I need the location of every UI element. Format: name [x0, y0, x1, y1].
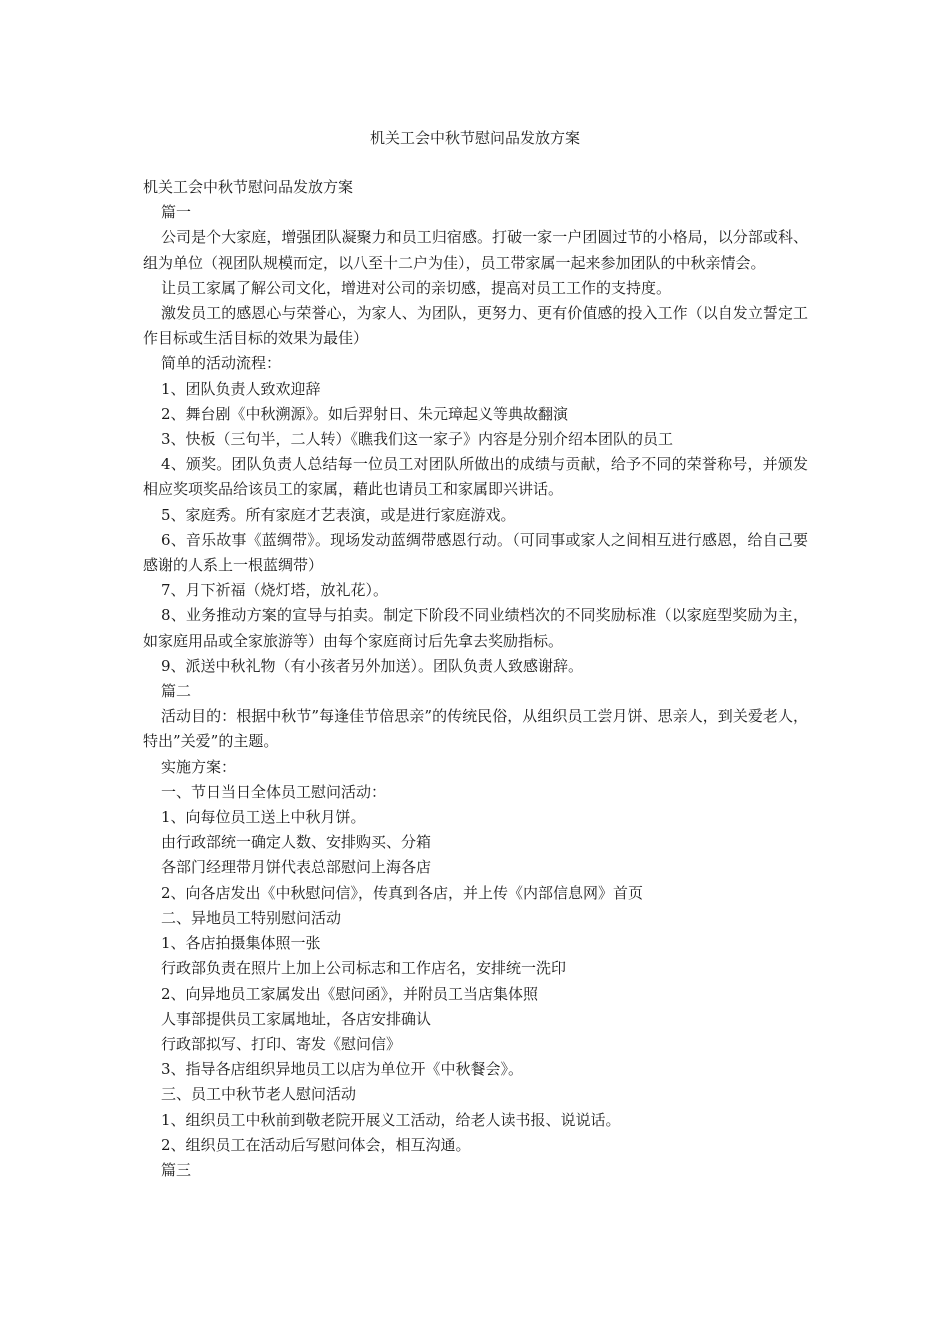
list-item: 8、业务推动方案的宣导与拍卖。制定下阶段不同业绩档次的不同奖励标准（以家庭型奖励为主，如家庭用品或全家旅游等）由每个家庭商讨后先拿去奖励指标。 [143, 606, 808, 650]
list-item: 1、组织员工中秋前到敬老院开展义工活动，给老人读书报、说说话。 [161, 1110, 621, 1129]
list-item: 1、向每位员工送上中秋月饼。 [161, 808, 366, 827]
paragraph: 激发员工的感恩心与荣誉心，为家人、为团队，更努力、更有价值感的投入工作（以自发立誓定工作目标或生活目标的效果为最佳） [143, 304, 808, 348]
paragraph: 公司是个大家庭，增强团队凝聚力和员工归宿感。打破一家一户团圆过节的小格局，以分部或科、组为单位（视团队规模而定，以八至十二户为佳），员工带家属一起来参加团队的中秋亲情会。 [143, 228, 808, 272]
paragraph: 行政部负责在照片上加上公司标志和工作店名，安排统一洗印 [161, 959, 567, 978]
paragraph: 实施方案： [161, 757, 237, 776]
paragraph: 活动目的：根据中秋节”每逢佳节倍思亲”的传统民俗，从组织员工尝月饼、思亲人，到关爱老人，特出”关爱”的主题。 [143, 707, 808, 751]
paragraph: 各部门经理带月饼代表总部慰问上海各店 [161, 858, 432, 877]
list-item: 2、组织员工在活动后写慰问体会，相互沟通。 [161, 1135, 471, 1154]
page-title: 机关工会中秋节慰问品发放方案 [369, 129, 580, 147]
subheading: 一、节日当日全体员工慰问活动： [161, 782, 387, 801]
paragraph-subtitle: 机关工会中秋节慰问品发放方案 [143, 178, 354, 196]
paragraph: 人事部提供员工家属地址，各店安排确认 [161, 1009, 432, 1028]
paragraph: 让员工家属了解公司文化，增进对公司的亲切感，提高对员工工作的支持度。 [161, 278, 672, 297]
section-heading-3: 篇三 [161, 1160, 192, 1179]
section-heading-1: 篇一 [161, 203, 192, 222]
list-item: 4、颁奖。团队负责人总结每一位员工对团队所做出的成绩与贡献，给予不同的荣誉称号，并颁发相应奖项奖品给该员工的家属，藉此也请员工和家属即兴讲话。 [143, 455, 808, 499]
subheading: 三、员工中秋节老人慰问活动 [161, 1085, 357, 1104]
list-item: 1、团队负责人致欢迎辞 [161, 379, 321, 398]
list-item: 2、向异地员工家属发出《慰问函》，并附员工当店集体照 [161, 984, 539, 1003]
list-item: 5、家庭秀。所有家庭才艺表演，或是进行家庭游戏。 [161, 505, 516, 524]
list-item: 3、指导各店组织异地员工以店为单位开《中秋餐会》。 [161, 1060, 524, 1079]
list-item: 2、向各店发出《中秋慰问信》，传真到各店，并上传《内部信息网》首页 [161, 883, 644, 902]
list-item: 2、舞台剧《中秋溯源》。如后羿射日、朱元璋起义等典故翻演 [161, 404, 569, 423]
paragraph: 简单的活动流程： [161, 354, 282, 373]
subheading: 二、异地员工特别慰问活动 [161, 908, 342, 927]
list-item: 3、快板（三句半，二人转）《瞧我们这一家子》内容是分别介绍本团队的员工 [161, 430, 674, 449]
paragraph: 行政部拟写、打印、寄发《慰问信》 [161, 1034, 402, 1053]
list-item: 1、各店拍摄集体照一张 [161, 934, 321, 953]
list-item: 7、月下祈福（烧灯塔，放礼花）。 [161, 581, 389, 600]
document-body [143, 175, 808, 1183]
paragraph: 由行政部统一确定人数、安排购买、分箱 [161, 833, 432, 852]
list-item: 9、派送中秋礼物（有小孩者另外加送）。团队负责人致感谢辞。 [161, 656, 584, 675]
list-item: 6、音乐故事《蓝绸带》。现场发动蓝绸带感恩行动。（可同事或家人之间相互进行感恩，给自己要感谢的人系上一根蓝绸带） [143, 530, 808, 575]
section-heading-2: 篇二 [161, 682, 192, 701]
